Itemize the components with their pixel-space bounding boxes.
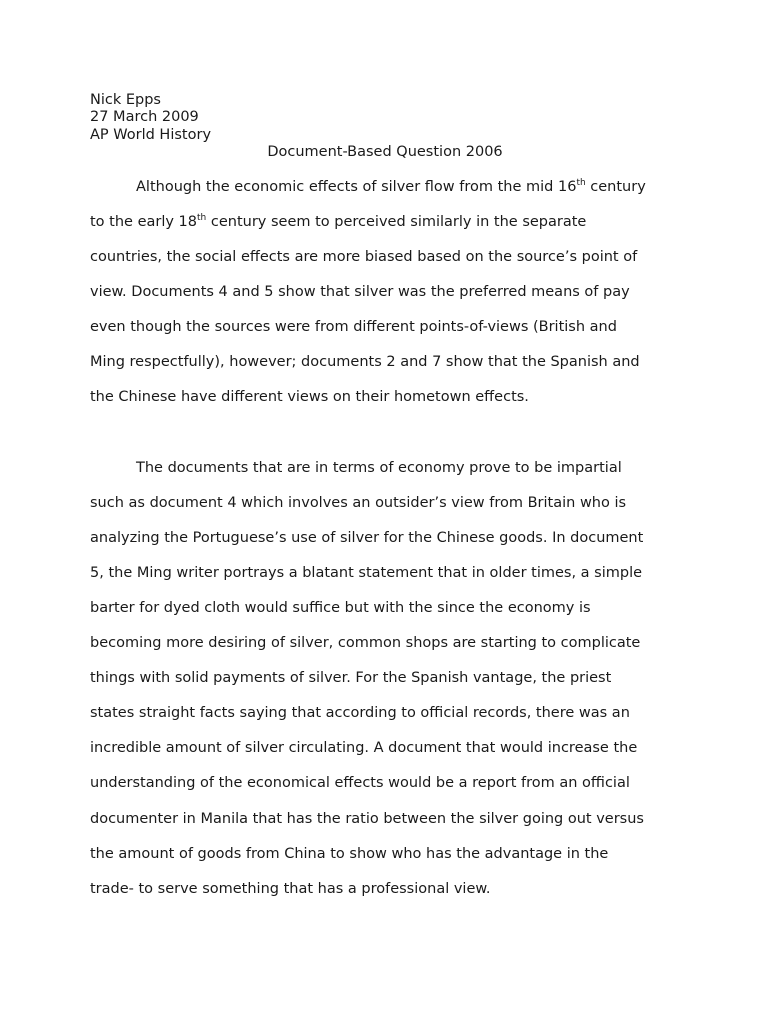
paragraph-2-line-4: 5, the Ming writer portrays a blatant statement that in older times, a simple <box>90 565 643 581</box>
paragraph-1-line-4: view. Documents 4 and 5 show that silver was the preferred means of pay <box>90 284 630 300</box>
paragraph-2-line-6: becoming more desiring of silver, common shops are starting to complicate <box>90 635 641 651</box>
paragraph-2-line-1: The documents that are in terms of economy prove to be impartial <box>136 460 622 476</box>
superscript: th <box>197 213 207 223</box>
paragraph-2-line-10: understanding of the economical effects would be a report from an official <box>90 775 630 791</box>
text-run: century <box>585 179 646 195</box>
paragraph-2-line-3: analyzing the Portuguese’s use of silver for the Chinese goods. In document <box>90 530 644 546</box>
text-run: to the early 18 <box>90 214 198 230</box>
paragraph-2-line-2: such as document 4 which involves an outsider’s view from Britain who is <box>90 495 627 511</box>
document-title <box>0 143 768 161</box>
paragraph-1-line-6: Ming respectfully), however; documents 2 and 7 show that the Spanish and <box>90 354 640 370</box>
text-run: century seem to perceived similarly in the separate <box>206 214 587 230</box>
paragraph-2-line-13: trade- to serve something that has a professional view. <box>90 881 491 897</box>
author-name: Nick Epps <box>90 92 161 108</box>
paragraph-2-line-8: states straight facts saying that according to official records, there was an <box>90 705 630 721</box>
paragraph-1-line-7: the Chinese have different views on their hometown effects. <box>90 389 529 405</box>
paragraph-2-line-11: documenter in Manila that has the ratio between the silver going out versus <box>90 811 644 827</box>
text-run: Although the economic effects of silver flow from the mid 16 <box>136 179 577 195</box>
paragraph-1-line-2 <box>90 213 586 231</box>
paragraph-2-line-12: the amount of goods from China to show who has the advantage in the <box>90 846 609 862</box>
paragraph-2-line-7: things with solid payments of silver. For the Spanish vantage, the priest <box>90 670 612 686</box>
date-line: 27 March 2009 <box>90 109 199 125</box>
paragraph-2-line-5: barter for dyed cloth would suffice but with the since the economy is <box>90 600 591 616</box>
paragraph-2-line-9: incredible amount of silver circulating. A document that would increase the <box>90 740 638 756</box>
paragraph-1-line-3: countries, the social effects are more biased based on the source’s point of <box>90 249 638 265</box>
document-title-text: Document-Based Question 2006 <box>267 144 503 160</box>
paragraph-1-line-1 <box>136 178 646 196</box>
course-line: AP World History <box>90 127 212 143</box>
superscript: th <box>576 178 586 188</box>
paragraph-1-line-5: even though the sources were from different points-of-views (British and <box>90 319 617 335</box>
